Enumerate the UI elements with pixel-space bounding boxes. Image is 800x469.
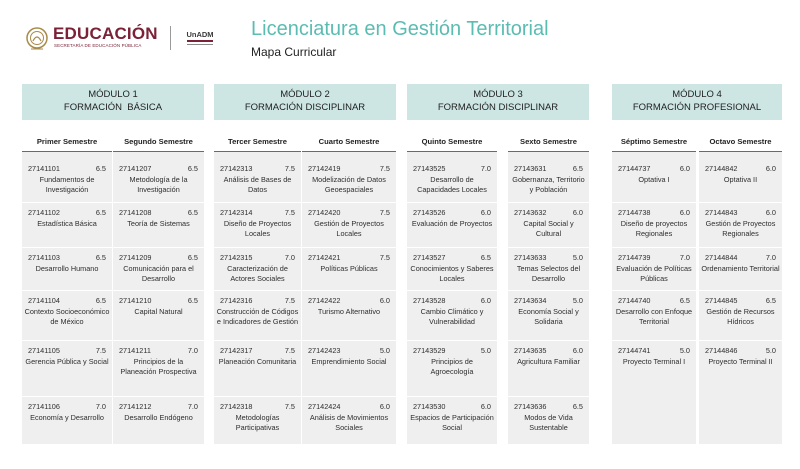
course-code: 27141105	[28, 346, 60, 355]
course-divider	[214, 340, 301, 341]
module-name: MÓDULO 3	[473, 89, 523, 100]
course-divider	[302, 290, 396, 291]
course-divider	[508, 202, 589, 203]
course-code: 27143635	[514, 346, 547, 355]
course-credits: 6.0	[379, 402, 390, 411]
course-credits: 5.0	[480, 346, 491, 355]
logo-separator	[170, 26, 171, 50]
module-title: FORMACIÓN BÁSICA	[63, 101, 163, 113]
course-divider	[612, 202, 696, 203]
semester-header: Sexto Semestre	[520, 137, 577, 146]
course-code: 27143631	[514, 164, 547, 173]
course-divider	[113, 202, 204, 203]
course-credits: 6.5	[187, 253, 198, 262]
course-credits: 7.0	[679, 253, 690, 262]
course-credits: 6.0	[480, 402, 491, 411]
course-cell	[113, 296, 204, 340]
course-divider	[612, 290, 696, 291]
course-cell	[407, 164, 497, 202]
course-credits: 6.5	[187, 164, 198, 173]
course-cell	[113, 253, 204, 290]
partner-logo-bar-thin	[187, 44, 213, 45]
course-cell	[214, 346, 301, 396]
course-cell	[699, 164, 782, 202]
course-code: 27144842	[705, 164, 738, 173]
module-2-header	[214, 84, 396, 120]
course-name: Principios de la Planeación Prospectiva	[120, 357, 197, 376]
course-name: Evaluación de Políticas Públicas	[616, 264, 692, 283]
course-name: Emprendimiento Social	[311, 357, 387, 366]
course-name: Planeación Comunitaria	[218, 357, 297, 366]
course-credits: 7.5	[379, 208, 390, 217]
course-name: Ordenamiento Territorial	[701, 264, 780, 273]
course-credits: 6.5	[95, 208, 106, 217]
course-cell	[699, 296, 782, 340]
course-cell	[407, 253, 497, 290]
course-cell	[407, 208, 497, 247]
course-name: Principios de Agroecología	[430, 357, 474, 376]
course-name: Gestión de Proyectos Regionales	[705, 219, 776, 238]
course-name: Políticas Públicas	[320, 264, 378, 273]
course-cell	[302, 253, 396, 290]
course-name: Espacios de Participación Social	[410, 413, 494, 432]
course-code: 27141208	[119, 208, 152, 217]
course-credits: 7.5	[284, 164, 295, 173]
course-credits: 6.0	[572, 208, 583, 217]
course-cell	[22, 253, 112, 290]
course-name: Proyecto Terminal I	[622, 357, 686, 366]
course-divider	[302, 247, 396, 248]
course-credits: 5.0	[572, 253, 583, 262]
semester-header: Cuarto Semestre	[318, 137, 380, 146]
course-divider	[22, 396, 112, 397]
course-name: Economía y Desarrollo	[30, 413, 104, 422]
course-credits: 7.5	[379, 164, 390, 173]
module-name: MÓDULO 1	[88, 89, 138, 100]
module-name: MÓDULO 2	[280, 89, 330, 100]
course-code: 27141211	[119, 346, 151, 355]
course-cell	[407, 296, 497, 340]
course-code: 27143530	[413, 402, 446, 411]
course-name: Caracterización de Actores Sociales	[227, 264, 288, 283]
course-code: 27141102	[28, 208, 60, 217]
course-credits: 7.5	[284, 296, 295, 305]
course-name: Gerencia Pública y Social	[25, 357, 109, 366]
course-divider	[214, 247, 301, 248]
course-divider	[214, 396, 301, 397]
course-code: 27142317	[220, 346, 253, 355]
course-code: 27144843	[705, 208, 738, 217]
course-divider	[22, 290, 112, 291]
course-name: Optativa II	[723, 175, 758, 184]
course-divider	[22, 247, 112, 248]
course-name: Cambio Climático y Vulnerabilidad	[420, 307, 484, 326]
course-cell	[612, 346, 696, 396]
course-code: 27142318	[220, 402, 253, 411]
course-divider	[407, 396, 497, 397]
course-name: Economía Social y Solidaria	[518, 307, 579, 326]
course-credits: 6.5	[572, 164, 583, 173]
course-name: Comunicación para el Desarrollo	[123, 264, 194, 283]
course-code: 27142422	[308, 296, 341, 305]
course-code: 27143528	[413, 296, 446, 305]
course-divider	[612, 340, 696, 341]
course-cell	[113, 346, 204, 396]
course-divider	[699, 340, 782, 341]
course-cell	[22, 402, 112, 438]
course-cell	[508, 164, 589, 202]
course-code: 27142423	[308, 346, 341, 355]
semester-header: Quinto Semestre	[421, 137, 483, 146]
semester-header: Tercer Semestre	[228, 137, 287, 146]
semester-header: Octavo Semestre	[709, 137, 772, 146]
course-code: 27142313	[220, 164, 253, 173]
course-code: 27144844	[705, 253, 738, 262]
course-cell	[302, 346, 396, 396]
course-cell	[508, 402, 589, 438]
course-cell	[113, 402, 204, 438]
course-credits: 6.0	[765, 208, 776, 217]
course-code: 27141209	[119, 253, 152, 262]
course-credits: 6.0	[480, 296, 491, 305]
course-code: 27144738	[618, 208, 651, 217]
course-cell	[22, 296, 112, 340]
course-name: Turismo Alternativo	[317, 307, 381, 316]
course-name: Metodología de la Investigación	[129, 175, 188, 194]
course-cell	[612, 253, 696, 290]
course-cell	[214, 253, 301, 290]
course-cell	[214, 402, 301, 438]
course-cell	[22, 208, 112, 247]
course-name: Capital Natural	[134, 307, 183, 316]
course-code: 27142315	[220, 253, 253, 262]
course-divider	[508, 290, 589, 291]
course-credits: 6.5	[95, 164, 106, 173]
course-code: 27142421	[308, 253, 341, 262]
course-credits: 7.0	[480, 164, 491, 173]
course-cell	[699, 346, 782, 396]
course-name: Contexto Socioeconómico de México	[24, 307, 110, 326]
org-subtitle: SECRETARÍA DE EDUCACIÓN PÚBLICA	[54, 43, 142, 48]
course-divider	[113, 340, 204, 341]
course-divider	[113, 247, 204, 248]
course-credits: 7.5	[284, 208, 295, 217]
module-1-header	[22, 84, 204, 120]
course-cell	[508, 296, 589, 340]
course-code: 27141106	[28, 402, 60, 411]
course-divider	[407, 202, 497, 203]
course-cell	[113, 164, 204, 202]
course-name: Gobernanza, Territorio y Población	[512, 175, 585, 194]
course-cell	[508, 346, 589, 396]
course-name: Modelización de Datos Geoespaciales	[312, 175, 386, 194]
course-code: 27142316	[220, 296, 253, 305]
course-name: Capital Social y Cultural	[523, 219, 574, 238]
course-code: 27144737	[618, 164, 651, 173]
course-name: Temas Selectos del Desarrollo	[516, 264, 581, 283]
course-credits: 6.5	[765, 296, 776, 305]
course-code: 27143526	[413, 208, 446, 217]
course-code: 27141210	[119, 296, 152, 305]
course-code: 27143634	[514, 296, 547, 305]
course-code: 27141104	[28, 296, 60, 305]
course-cell	[612, 164, 696, 202]
course-code: 27144741	[618, 346, 651, 355]
page-subtitle: Mapa Curricular	[251, 45, 337, 59]
course-name: Gestión de Recursos Hídricos	[706, 307, 775, 326]
course-code: 27143633	[514, 253, 547, 262]
course-divider	[508, 340, 589, 341]
partner-logo-bar	[187, 40, 213, 42]
course-code: 27143632	[514, 208, 547, 217]
course-divider	[22, 202, 112, 203]
module-name: MÓDULO 4	[672, 89, 722, 100]
course-credits: 7.0	[95, 402, 106, 411]
course-name: Diseño de proyectos Regionales	[620, 219, 688, 238]
course-cell	[113, 208, 204, 247]
course-cell	[407, 402, 497, 438]
course-credits: 7.5	[284, 402, 295, 411]
course-code: 27143527	[413, 253, 446, 262]
course-name: Teoría de Sistemas	[127, 219, 190, 228]
course-credits: 6.5	[572, 402, 583, 411]
course-name: Agricultura Familiar	[517, 357, 580, 366]
course-credits: 5.0	[765, 346, 776, 355]
module-title: FORMACIÓN PROFESIONAL	[632, 101, 762, 113]
course-divider	[699, 202, 782, 203]
course-divider	[612, 247, 696, 248]
course-cell	[612, 296, 696, 340]
course-cell	[214, 208, 301, 247]
course-credits: 6.5	[187, 296, 198, 305]
course-cell	[302, 164, 396, 202]
course-credits: 6.0	[572, 346, 583, 355]
course-code: 27143529	[413, 346, 446, 355]
course-credits: 6.0	[765, 164, 776, 173]
course-code: 27144845	[705, 296, 738, 305]
course-name: Análisis de Bases de Datos	[223, 175, 292, 194]
course-divider	[407, 247, 497, 248]
course-credits: 7.5	[284, 346, 295, 355]
course-credits: 5.0	[679, 346, 690, 355]
course-credits: 6.5	[480, 253, 491, 262]
course-name: Análisis de Movimientos Sociales	[309, 413, 389, 432]
course-cell	[302, 402, 396, 438]
course-name: Estadística Básica	[37, 219, 97, 228]
course-name: Evaluación de Proyectos	[411, 219, 493, 228]
course-name: Desarrollo Humano	[35, 264, 99, 273]
course-credits: 7.0	[187, 346, 198, 355]
course-credits: 6.0	[679, 164, 690, 173]
course-credits: 7.5	[379, 253, 390, 262]
course-name: Fundamentos de Investigación	[39, 175, 95, 194]
course-cell	[699, 253, 782, 290]
course-name: Optativa I	[638, 175, 670, 184]
course-cell	[302, 208, 396, 247]
course-credits: 7.5	[95, 346, 106, 355]
course-code: 27143525	[413, 164, 446, 173]
course-cell	[407, 346, 497, 396]
course-name: Gestión de Proyectos Locales	[314, 219, 384, 238]
course-credits: 6.0	[679, 208, 690, 217]
course-credits: 5.0	[379, 346, 390, 355]
page-title: Licenciatura en Gestión Territorial	[251, 18, 549, 40]
course-divider	[214, 202, 301, 203]
course-divider	[113, 290, 204, 291]
semester-header: Segundo Semestre	[124, 137, 193, 146]
course-credits: 6.5	[679, 296, 690, 305]
course-name: Desarrollo con Enfoque Territorial	[615, 307, 693, 326]
course-credits: 6.5	[95, 296, 106, 305]
course-code: 27142424	[308, 402, 341, 411]
semester-header: Primer Semestre	[36, 137, 98, 146]
course-divider	[699, 290, 782, 291]
course-divider	[113, 396, 204, 397]
course-code: 27142420	[308, 208, 341, 217]
course-divider	[214, 290, 301, 291]
course-divider	[407, 340, 497, 341]
course-code: 27141101	[28, 164, 60, 173]
semester-header: Séptimo Semestre	[620, 137, 688, 146]
course-divider	[22, 340, 112, 341]
course-divider	[508, 247, 589, 248]
course-name: Desarrollo de Capacidades Locales	[417, 175, 487, 194]
course-code: 27142419	[308, 164, 341, 173]
module-title: FORMACIÓN DISCIPLINAR	[244, 101, 366, 113]
course-name: Construcción de Códigos e Indicadores de Gestión	[216, 307, 299, 326]
module-4-header	[612, 84, 782, 120]
course-divider	[407, 290, 497, 291]
org-name: EDUCACIÓN	[53, 24, 158, 43]
course-credits: 6.5	[187, 208, 198, 217]
course-name: Conocimientos y Saberes Locales	[410, 264, 494, 283]
course-cell	[508, 208, 589, 247]
course-divider	[302, 340, 396, 341]
course-divider	[699, 247, 782, 248]
course-divider	[302, 396, 396, 397]
course-credits: 6.5	[95, 253, 106, 262]
course-code: 27141103	[28, 253, 60, 262]
course-name: Desarrollo Endógeno	[124, 413, 193, 422]
partner-logo-text: UnADM	[186, 30, 214, 39]
course-credits: 7.0	[187, 402, 198, 411]
course-code: 27144846	[705, 346, 738, 355]
course-code: 27144739	[618, 253, 651, 262]
course-cell	[302, 296, 396, 340]
course-name: Diseño de Proyectos Locales	[223, 219, 292, 238]
course-cell	[508, 253, 589, 290]
coat-of-arms-icon	[25, 26, 49, 52]
course-code: 27144740	[618, 296, 651, 305]
course-name: Proyecto Terminal II	[708, 357, 773, 366]
course-cell	[22, 346, 112, 396]
course-credits: 6.0	[480, 208, 491, 217]
course-credits: 7.0	[284, 253, 295, 262]
course-credits: 5.0	[572, 296, 583, 305]
course-code: 27142314	[220, 208, 253, 217]
course-name: Metodologías Participativas	[235, 413, 280, 432]
course-cell	[22, 164, 112, 202]
course-code: 27141207	[119, 164, 152, 173]
partner-logo	[184, 30, 216, 48]
course-divider	[508, 396, 589, 397]
course-code: 27141212	[119, 402, 152, 411]
page-header	[0, 0, 800, 80]
course-cell	[612, 208, 696, 247]
course-credits: 7.0	[765, 253, 776, 262]
course-cell	[214, 296, 301, 340]
module-3-header	[407, 84, 589, 120]
course-code: 27143636	[514, 402, 547, 411]
course-credits: 6.0	[379, 296, 390, 305]
module-title: FORMACIÓN DISCIPLINAR	[437, 101, 559, 113]
course-cell	[699, 208, 782, 247]
course-cell	[214, 164, 301, 202]
course-name: Modos de Vida Sustentable	[524, 413, 573, 432]
course-divider	[302, 202, 396, 203]
